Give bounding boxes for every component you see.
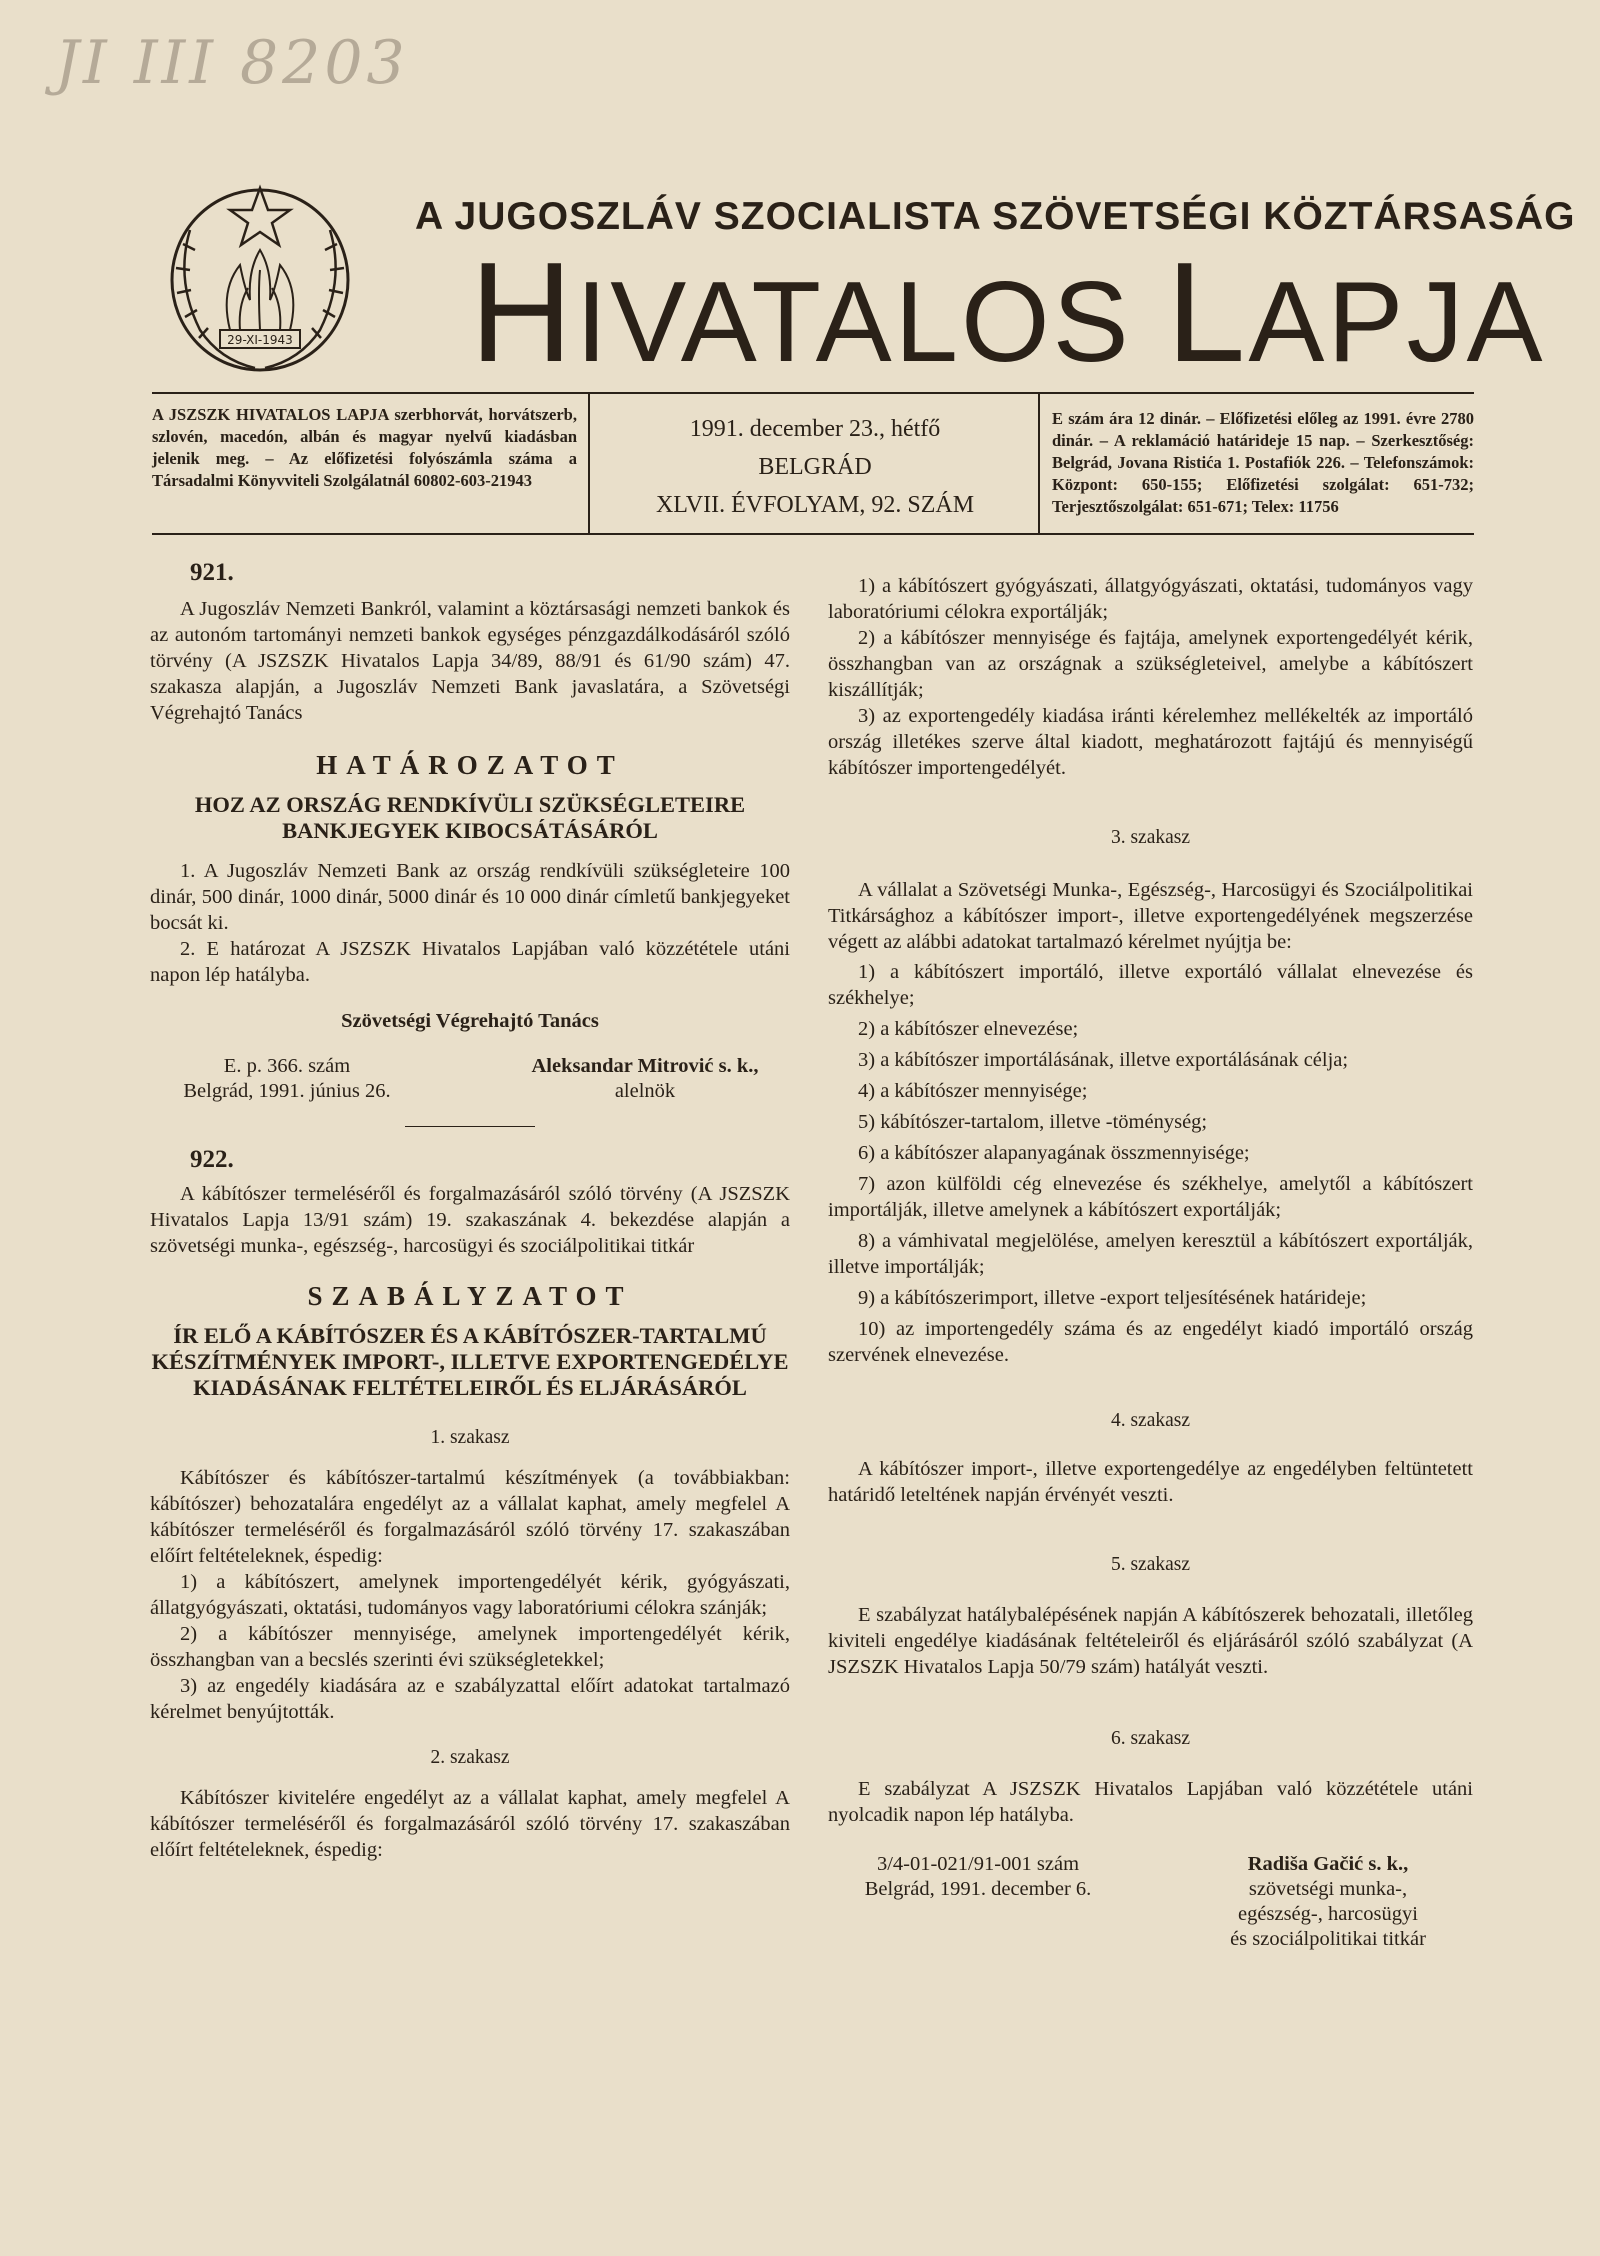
separator-rule bbox=[405, 1126, 535, 1127]
section-3-item: 6) a kábítószer alapanyagának összmennyisége; bbox=[858, 1142, 1250, 1164]
preamble-921: A Jugoszláv Nemzeti Bankról, valamint a köztársasági nemzeti bankok és az autonóm tartományi nemzeti bankok egységes pénzgazdálkodásáról szóló törvény (A JSZSZK Hivatalos Lapja 34/89, 88/91 és 61/90 szám) 47. szakasza alapján, a Jugoszláv Nemzeti Bank javaslatára, a Szövetségi Végrehajtó Tanács bbox=[150, 598, 790, 724]
document-number-922: 3/4-01-021/91-001 szám bbox=[876, 1853, 1080, 1875]
signer-922-role-line3: és szociálpolitikai titkár bbox=[1230, 1928, 1426, 1950]
section-3-item: 7) azon külföldi cég elnevezése és székhelye, amelytől a kábítószert importálják, illetve amelynek a kábítószert exportálják; bbox=[828, 1173, 1473, 1221]
header-top-rule bbox=[152, 392, 1474, 394]
issue-number: XLVII. ÉVFOLYAM, 92. SZÁM bbox=[655, 492, 975, 518]
section-1-item-3: 3) az engedély kiadására az e szabályzattal előírt adatokat tartalmazó kérelmet benyújtották. bbox=[150, 1675, 790, 1723]
section-1-item-1: 1) a kábítószert, amelynek importengedélyét kérik, gyógyászati, állatgyógyászati, oktatási, tudományos vagy laboratóriumi célokra szánják; bbox=[150, 1571, 790, 1619]
section-5-heading: 5. szakasz bbox=[1110, 1554, 1191, 1575]
masthead-title-word1: IVATALOS bbox=[575, 259, 1132, 386]
signature-block-922 bbox=[828, 1852, 1473, 1962]
issue-info bbox=[600, 410, 1030, 524]
masthead-subtitle: A JUGOSZLÁV SZOCIALISTA SZÖVETSÉGI KÖZTÁRSASÁG bbox=[415, 195, 1576, 238]
section-3-item: 9) a kábítószerimport, illetve -export teljesítésének határideje; bbox=[858, 1287, 1367, 1309]
decision-subtitle: HOZ AZ ORSZÁG RENDKÍVÜLI SZÜKSÉGLETEIRE BANKJEGYEK KIBOCSÁTÁSÁRÓL bbox=[194, 792, 746, 843]
right-column bbox=[828, 573, 1473, 1962]
issue-place: BELGRÁD bbox=[758, 454, 872, 480]
issue-date: 1991. december 23., hétfő bbox=[689, 416, 941, 442]
masthead-title-word2: APJA bbox=[1248, 259, 1546, 386]
section-6-text: E szabályzat A JSZSZK Hivatalos Lapjában való közzététele utáni nyolcadik napon lép hatályba. bbox=[828, 1778, 1473, 1826]
decision-item-2: 2. E határozat A JSZSZK Hivatalos Lapjában való közzététele utáni napon lép hatályba. bbox=[150, 938, 790, 986]
handwritten-archive-note: JI III 8203 bbox=[55, 28, 409, 98]
section-3-heading: 3. szakasz bbox=[1110, 827, 1191, 848]
section-3-item: 5) kábítószer-tartalom, illetve -töménység; bbox=[858, 1111, 1208, 1133]
section-3-list bbox=[828, 959, 1473, 1368]
section-5-text: E szabályzat hatálybalépésének napján A kábítószerek behozatali, illetőleg kiviteli engedélye kiadásának feltételeiről és eljárásáról szóló szabályzat (A JSZSZK Hivatalos Lapja 50/79 szám) hatályát veszti. bbox=[828, 1604, 1473, 1678]
header-bottom-rule bbox=[152, 533, 1474, 535]
export-condition-3: 3) az exportengedély kiadása iránti kérelemhez mellékelték az importáló ország illetékes szerve által kiadott, meghatározott fajtájú és mennyiségű kábítószer importengedélyét. bbox=[828, 705, 1473, 779]
section-3-item: 2) a kábítószer elnevezése; bbox=[858, 1018, 1079, 1040]
state-emblem-icon bbox=[160, 170, 360, 380]
regulation-subtitle: ÍR ELŐ A KÁBÍTÓSZER ÉS A KÁBÍTÓSZER-TARTALMÚ KÉSZÍTMÉNYEK IMPORT-, ILLETVE EXPORTENGEDÉLYE KIADÁSÁNAK FELTÉTELEIRŐL ÉS ELJÁRÁSÁRÓL bbox=[151, 1323, 789, 1400]
signer-921-name: Aleksandar Mitrović s. k., bbox=[531, 1055, 759, 1077]
emblem-date-label: 29-XI-1943 bbox=[227, 333, 293, 347]
subscription-info: E szám ára 12 dinár. – Előfizetési előleg az 1991. évre 2780 dinár. – A reklamáció határideje 15 nap. – Szerkesztőség: Belgrád, Jovana Ristića 1. Postafiók 226. – Telefonszámok: Központ: 650-155; Előfizetési szolgálat: 651-732; Terjesztőszolgálat: 651-671; Telex: 11756 bbox=[1052, 409, 1474, 516]
signature-block-921 bbox=[150, 1054, 790, 1116]
council-name: Szövetségi Végrehajtó Tanács bbox=[341, 1010, 599, 1032]
section-2-heading: 2. szakasz bbox=[430, 1747, 510, 1768]
document-date-922: Belgrád, 1991. december 6. bbox=[864, 1878, 1092, 1900]
preamble-922: A kábítószer termeléséről és forgalmazásáról szóló törvény (A JSZSZK Hivatalos Lapja 13/91 szám) 19. szakaszának 4. bekezdése alapján a szövetségi munka-, egészség-, harcosügyi és szociálpolitikai titkár bbox=[150, 1183, 790, 1257]
publication-info: A JSZSZK HIVATALOS LAPJA szerbhorvát, horvátszerb, szlovén, macedón, albán és magyar nyelvű kiadásban jelenik meg. – Az előfizetési folyószámla száma a Társadalmi Könyvviteli Szolgálatnál 60802-603-21943 bbox=[152, 405, 577, 490]
decision-title: HATÁROZATOT bbox=[316, 750, 624, 780]
section-3-text: A vállalat a Szövetségi Munka-, Egészség-, Harcosügyi és Szociálpolitikai Titkársághoz a kábítószer import-, illetve exportengedélyének megszerzése végett az alábbi adatokat tartalmazó kérelmet nyújtja be: bbox=[828, 879, 1473, 953]
section-1-heading: 1. szakasz bbox=[430, 1427, 510, 1448]
section-4-text: A kábítószer import-, illetve exportengedélye az engedélyben feltüntetett határidő leteltének napján érvényét veszti. bbox=[828, 1458, 1473, 1506]
header-divider-left bbox=[588, 392, 590, 535]
masthead-title bbox=[470, 233, 1546, 392]
section-4-heading: 4. szakasz bbox=[1110, 1410, 1191, 1431]
header-divider-right bbox=[1038, 392, 1040, 535]
masthead-title-initial-h: H bbox=[470, 233, 576, 392]
export-condition-2: 2) a kábítószer mennyisége és fajtája, amelynek exportengedélyét kérik, összhangban van az országnak a szükségleteivel, amelybe a kábítószert kiszállítják; bbox=[828, 627, 1473, 701]
item-number-922: 922. bbox=[190, 1146, 234, 1173]
section-1-item-2: 2) a kábítószer mennyisége, amelynek importengedélyét kérik, összhangban van a becslés szerinti évi szükségletekkel; bbox=[150, 1623, 790, 1671]
section-3-item: 1) a kábítószert importáló, illetve exportáló vállalat elnevezése és székhelye; bbox=[828, 961, 1473, 1009]
signer-921-role: alelnök bbox=[614, 1080, 676, 1102]
section-3-item: 8) a vámhivatal megjelölése, amelyen keresztül a kábítószert exportálják, illetve importálják; bbox=[828, 1230, 1473, 1278]
decision-item-1: 1. A Jugoszláv Nemzeti Bank az ország rendkívüli szükségleteire 100 dinár, 500 dinár, 1000 dinár, 5000 dinár és 10 000 dinár címletű bankjegyeket bocsát ki. bbox=[150, 860, 790, 934]
regulation-title: SZABÁLYZATOT bbox=[307, 1281, 633, 1311]
signer-922-role-line1: szövetségi munka-, bbox=[1248, 1878, 1408, 1900]
section-1-text: Kábítószer és kábítószer-tartalmú készítmények (a továbbiakban: kábítószer) behozatalára engedélyt az a vállalat kaphat, amely megfelel A kábítószer termeléséről és forgalmazásáról szóló törvény 17. szakaszában előírt feltételeknek, éspedig: bbox=[150, 1467, 790, 1567]
section-3-item: 10) az importengedély száma és az engedélyt kiadó importáló ország szervének elnevezése. bbox=[828, 1318, 1473, 1366]
masthead-title-initial-l: L bbox=[1166, 233, 1249, 392]
export-condition-1: 1) a kábítószert gyógyászati, állatgyógyászati, oktatási, tudományos vagy laboratóriumi célokra exportálják; bbox=[828, 575, 1473, 623]
section-3-item: 3) a kábítószer importálásának, illetve exportálásának célja; bbox=[858, 1049, 1349, 1071]
item-number-921: 921. bbox=[190, 559, 234, 586]
left-column bbox=[150, 560, 790, 1863]
section-6-heading: 6. szakasz bbox=[1110, 1728, 1191, 1749]
document-date-921: Belgrád, 1991. június 26. bbox=[183, 1080, 391, 1102]
signer-922-name: Radiša Gačić s. k., bbox=[1247, 1853, 1409, 1875]
section-2-text: Kábítószer kivitelére engedélyt az a vállalat kaphat, amely megfelel A kábítószer termeléséről és forgalmazásáról szóló törvény 17. szakaszában előírt feltételeknek, éspedig: bbox=[150, 1787, 790, 1861]
document-number-921: E. p. 366. szám bbox=[223, 1055, 351, 1077]
section-3-item: 4) a kábítószer mennyisége; bbox=[858, 1080, 1088, 1102]
signer-922-role-line2: egészség-, harcosügyi bbox=[1238, 1903, 1418, 1925]
